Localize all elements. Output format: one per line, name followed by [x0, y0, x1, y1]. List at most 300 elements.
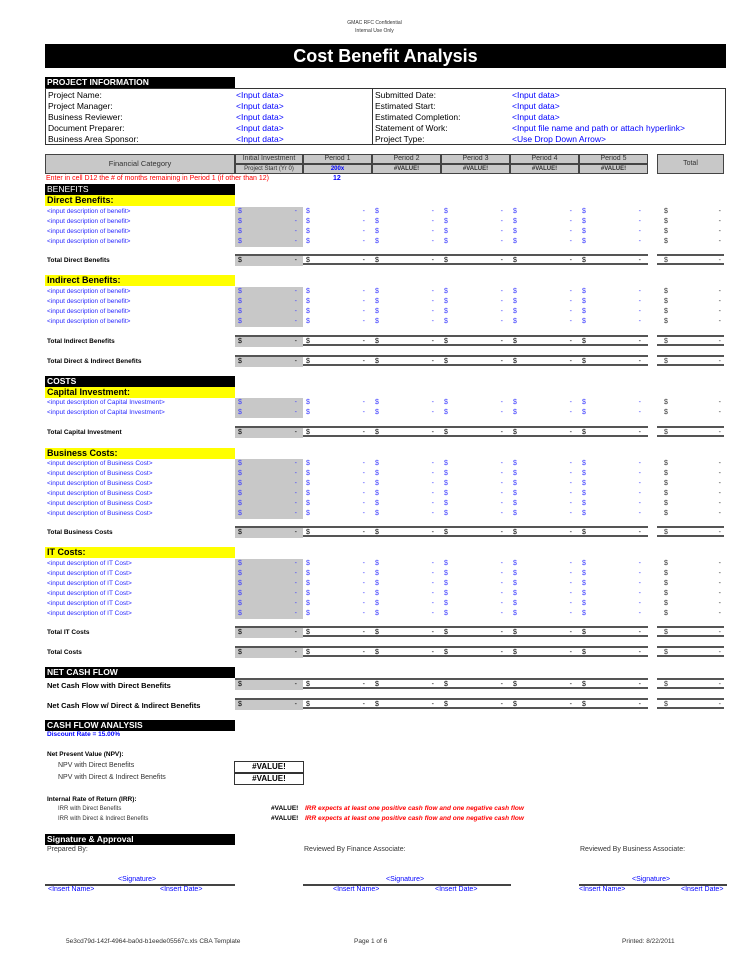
amount-value: - [294, 490, 297, 497]
project-manager-field[interactable]: <Input data> [236, 101, 284, 111]
amount-cell[interactable] [235, 609, 303, 619]
amount-cell[interactable] [372, 297, 440, 307]
amount-cell[interactable] [510, 287, 578, 297]
irr-direct-label: IRR with Direct Benefits [58, 806, 122, 812]
amount-cell[interactable] [235, 307, 303, 317]
amount-value: - [638, 629, 641, 636]
amount-cell[interactable] [510, 398, 578, 408]
amount-cell [510, 680, 578, 690]
amount-value: - [431, 257, 434, 264]
amount-cell[interactable] [235, 287, 303, 297]
amount-cell[interactable] [579, 227, 647, 237]
amount-value: - [569, 649, 572, 656]
insert-name-1[interactable]: <Insert Name> [48, 886, 95, 893]
amount-cell[interactable] [235, 237, 303, 247]
line-item-description[interactable]: <input description of IT Cost> [47, 610, 132, 617]
amount-cell[interactable] [579, 408, 647, 418]
amount-cell[interactable] [372, 237, 440, 247]
amount-cell[interactable] [303, 317, 371, 327]
amount-cell[interactable] [235, 317, 303, 327]
amount-value: - [500, 629, 503, 636]
amount-cell[interactable] [235, 469, 303, 479]
amount-cell[interactable] [579, 237, 647, 247]
currency-symbol: $ [513, 399, 517, 406]
line-item-description[interactable]: <input description of IT Cost> [47, 590, 132, 597]
amount-value: - [500, 399, 503, 406]
currency-symbol: $ [582, 590, 586, 597]
amount-cell[interactable] [579, 609, 647, 619]
currency-symbol: $ [444, 399, 448, 406]
estimated-start-field[interactable]: <Input data> [512, 101, 560, 111]
amount-cell[interactable] [303, 589, 371, 599]
amount-value: - [638, 308, 641, 315]
currency-symbol: $ [664, 338, 668, 345]
currency-symbol: $ [513, 318, 517, 325]
line-item-description[interactable]: <input description of IT Cost> [47, 580, 132, 587]
amount-cell[interactable] [441, 307, 509, 317]
amount-cell[interactable] [510, 489, 578, 499]
amount-cell [579, 648, 647, 658]
amount-cell[interactable] [441, 569, 509, 579]
currency-symbol: $ [375, 701, 379, 708]
amount-cell[interactable] [235, 297, 303, 307]
line-item-description[interactable]: <input description of benefit> [47, 288, 131, 295]
currency-symbol: $ [238, 338, 242, 345]
amount-cell[interactable] [235, 489, 303, 499]
currency-symbol: $ [375, 298, 379, 305]
amount-cell[interactable] [579, 217, 647, 227]
amount-cell[interactable] [372, 579, 440, 589]
col-initial-investment: Initial Investment [235, 154, 303, 164]
amount-cell[interactable] [303, 227, 371, 237]
discount-rate[interactable]: Discount Rate = 15.00% [47, 731, 121, 738]
amount-cell[interactable] [579, 287, 647, 297]
col-total: Total [657, 154, 724, 174]
currency-symbol: $ [664, 510, 668, 517]
amount-cell[interactable] [510, 408, 578, 418]
amount-cell[interactable] [372, 589, 440, 599]
amount-cell[interactable] [579, 569, 647, 579]
line-item-description[interactable]: <input description of IT Cost> [47, 600, 132, 607]
currency-symbol: $ [582, 399, 586, 406]
amount-cell[interactable] [303, 569, 371, 579]
currency-symbol: $ [582, 460, 586, 467]
business-reviewer-field[interactable]: <Input data> [236, 112, 284, 122]
amount-value: - [569, 429, 572, 436]
amount-cell [235, 357, 303, 367]
amount-cell[interactable] [303, 307, 371, 317]
line-item-description[interactable]: <input description of benefit> [47, 318, 131, 325]
amount-cell[interactable] [441, 509, 509, 519]
amount-value: - [294, 208, 297, 215]
currency-symbol: $ [664, 318, 668, 325]
amount-cell[interactable] [510, 599, 578, 609]
amount-cell[interactable] [372, 398, 440, 408]
amount-cell[interactable] [510, 207, 578, 217]
amount-value: - [294, 460, 297, 467]
amount-cell[interactable] [510, 307, 578, 317]
amount-cell[interactable] [372, 609, 440, 619]
amount-cell[interactable] [441, 559, 509, 569]
amount-value: - [431, 208, 434, 215]
amount-value: - [718, 681, 721, 688]
amount-cell[interactable] [303, 217, 371, 227]
amount-cell[interactable] [372, 459, 440, 469]
amount-cell[interactable] [372, 569, 440, 579]
total-amount-cell [657, 428, 724, 438]
currency-symbol: $ [513, 529, 517, 536]
line-item-description[interactable]: <input description of benefit> [47, 298, 131, 305]
amount-cell[interactable] [579, 398, 647, 408]
amount-cell[interactable] [303, 398, 371, 408]
amount-cell[interactable] [441, 297, 509, 307]
amount-cell[interactable] [303, 297, 371, 307]
signature-field-2[interactable]: <Signature> [386, 876, 425, 883]
amount-cell[interactable] [441, 599, 509, 609]
estimated-completion-field[interactable]: <Input data> [512, 112, 560, 122]
amount-cell [579, 428, 647, 438]
signature-field-3[interactable]: <Signature> [632, 876, 671, 883]
amount-cell[interactable] [510, 499, 578, 509]
amount-cell[interactable] [510, 579, 578, 589]
currency-symbol: $ [513, 257, 517, 264]
amount-value: - [500, 338, 503, 345]
amount-cell[interactable] [372, 227, 440, 237]
amount-cell[interactable] [441, 609, 509, 619]
amount-cell[interactable] [372, 307, 440, 317]
amount-value: - [431, 288, 434, 295]
amount-value: - [638, 570, 641, 577]
amount-cell[interactable] [441, 398, 509, 408]
amount-value: - [431, 429, 434, 436]
amount-cell[interactable] [510, 609, 578, 619]
line-item-description[interactable]: <input description of benefit> [47, 238, 131, 245]
amount-cell[interactable] [510, 317, 578, 327]
amount-cell[interactable] [579, 207, 647, 217]
amount-cell[interactable] [303, 237, 371, 247]
amount-cell[interactable] [372, 509, 440, 519]
insert-name-3[interactable]: <Insert Name> [579, 886, 626, 893]
currency-symbol: $ [238, 409, 242, 416]
amount-cell[interactable] [441, 469, 509, 479]
amount-cell[interactable] [441, 489, 509, 499]
amount-cell[interactable] [235, 398, 303, 408]
amount-cell[interactable] [303, 469, 371, 479]
amount-value: - [718, 600, 721, 607]
currency-symbol: $ [664, 480, 668, 487]
amount-value: - [362, 570, 365, 577]
pi-label: Business Reviewer: [48, 112, 123, 122]
amount-cell[interactable] [303, 489, 371, 499]
amount-value: - [431, 500, 434, 507]
insert-name-2[interactable]: <Insert Name> [333, 886, 380, 893]
amount-value: - [431, 580, 434, 587]
amount-cell[interactable] [235, 408, 303, 418]
currency-symbol: $ [238, 358, 242, 365]
amount-cell[interactable] [579, 489, 647, 499]
total-amount-cell [657, 609, 724, 619]
amount-value: - [569, 298, 572, 305]
amount-cell[interactable] [441, 589, 509, 599]
amount-cell[interactable] [303, 479, 371, 489]
amount-cell[interactable] [372, 408, 440, 418]
amount-value: - [294, 681, 297, 688]
amount-cell[interactable] [441, 579, 509, 589]
currency-symbol: $ [664, 409, 668, 416]
amount-cell[interactable] [235, 559, 303, 569]
currency-symbol: $ [306, 228, 310, 235]
line-item-description[interactable]: <input description of IT Cost> [47, 570, 132, 577]
pi-label: Estimated Start: [375, 101, 436, 111]
amount-value: - [638, 681, 641, 688]
amount-value: - [362, 318, 365, 325]
amount-cell [303, 357, 371, 367]
amount-cell[interactable] [579, 579, 647, 589]
currency-symbol: $ [582, 480, 586, 487]
line-item-description[interactable]: <input description of Business Cost> [47, 480, 153, 487]
amount-value: - [718, 308, 721, 315]
amount-cell[interactable] [441, 237, 509, 247]
insert-date-2[interactable]: <Insert Date> [435, 886, 478, 893]
amount-cell[interactable] [510, 479, 578, 489]
amount-cell[interactable] [235, 217, 303, 227]
currency-symbol: $ [306, 358, 310, 365]
currency-symbol: $ [306, 590, 310, 597]
amount-cell[interactable] [441, 408, 509, 418]
project-name-field[interactable]: <Input data> [236, 90, 284, 100]
currency-symbol: $ [444, 600, 448, 607]
amount-value: - [718, 288, 721, 295]
amount-value: - [569, 490, 572, 497]
currency-symbol: $ [582, 338, 586, 345]
amount-cell[interactable] [303, 499, 371, 509]
line-item-description[interactable]: <input description of Capital Investment> [47, 409, 165, 416]
amount-value: - [294, 480, 297, 487]
amount-cell [303, 628, 371, 638]
currency-symbol: $ [444, 257, 448, 264]
amount-value: - [569, 288, 572, 295]
currency-symbol: $ [238, 490, 242, 497]
amount-cell[interactable] [372, 599, 440, 609]
amount-value: - [569, 480, 572, 487]
total-amount-cell [657, 700, 724, 710]
amount-cell[interactable] [235, 579, 303, 589]
amount-cell[interactable] [510, 589, 578, 599]
insert-date-3[interactable]: <Insert Date> [681, 886, 724, 893]
currency-symbol: $ [582, 228, 586, 235]
amount-cell[interactable] [303, 599, 371, 609]
months-input[interactable]: 12 [333, 175, 341, 182]
amount-cell [235, 648, 303, 658]
amount-value: - [500, 590, 503, 597]
currency-symbol: $ [444, 429, 448, 436]
amount-cell[interactable] [372, 217, 440, 227]
amount-cell[interactable] [510, 227, 578, 237]
total-amount-cell [657, 479, 724, 489]
amount-cell[interactable] [235, 479, 303, 489]
line-item-description[interactable]: <input description of Business Cost> [47, 470, 153, 477]
amount-cell[interactable] [510, 469, 578, 479]
amount-cell[interactable] [372, 499, 440, 509]
amount-cell[interactable] [235, 499, 303, 509]
insert-date-1[interactable]: <Insert Date> [160, 886, 203, 893]
amount-cell[interactable] [441, 207, 509, 217]
amount-value: - [569, 460, 572, 467]
amount-value: - [500, 600, 503, 607]
amount-cell[interactable] [579, 499, 647, 509]
amount-value: - [718, 257, 721, 264]
amount-cell[interactable] [579, 469, 647, 479]
pi-label: Document Preparer: [48, 123, 125, 133]
amount-cell[interactable] [235, 227, 303, 237]
amount-cell[interactable] [579, 589, 647, 599]
amount-value: - [569, 570, 572, 577]
amount-value: - [294, 529, 297, 536]
amount-value: - [500, 218, 503, 225]
currency-symbol: $ [444, 560, 448, 567]
currency-symbol: $ [444, 510, 448, 517]
amount-value: - [362, 600, 365, 607]
amount-value: - [294, 701, 297, 708]
amount-cell [235, 680, 303, 690]
amount-cell[interactable] [303, 579, 371, 589]
amount-value: - [362, 560, 365, 567]
amount-cell[interactable] [372, 559, 440, 569]
line-item-description[interactable]: <input description of benefit> [47, 208, 131, 215]
amount-value: - [294, 580, 297, 587]
amount-value: - [638, 238, 641, 245]
amount-value: - [638, 560, 641, 567]
net-cash-flow-header: NET CASH FLOW [45, 667, 235, 678]
amount-value: - [638, 529, 641, 536]
line-item-description[interactable]: <input description of Capital Investment> [47, 399, 165, 406]
currency-symbol: $ [664, 298, 668, 305]
amount-cell[interactable] [372, 287, 440, 297]
statement-of-work-field[interactable]: <Input file name and path or attach hyperlink> [512, 123, 685, 133]
line-item-description[interactable]: <input description of Business Cost> [47, 510, 153, 517]
amount-cell[interactable] [235, 589, 303, 599]
currency-symbol: $ [375, 429, 379, 436]
amount-cell[interactable] [510, 569, 578, 579]
amount-cell[interactable] [441, 227, 509, 237]
amount-cell[interactable] [579, 297, 647, 307]
amount-cell[interactable] [510, 237, 578, 247]
amount-cell[interactable] [303, 609, 371, 619]
currency-symbol: $ [513, 681, 517, 688]
irr-all-label: IRR with Direct & Indirect Benefits [58, 816, 149, 822]
amount-cell[interactable] [303, 408, 371, 418]
currency-symbol: $ [306, 649, 310, 656]
period-1-year[interactable]: 200x [303, 164, 372, 174]
amount-cell[interactable] [441, 499, 509, 509]
line-item-description[interactable]: <input description of Business Cost> [47, 460, 153, 467]
currency-symbol: $ [664, 701, 668, 708]
currency-symbol: $ [513, 480, 517, 487]
amount-cell[interactable] [579, 599, 647, 609]
amount-cell[interactable] [235, 509, 303, 519]
amount-cell[interactable] [235, 599, 303, 609]
amount-value: - [500, 318, 503, 325]
amount-cell[interactable] [441, 217, 509, 227]
amount-value: - [500, 529, 503, 536]
amount-value: - [294, 409, 297, 416]
amount-cell[interactable] [510, 217, 578, 227]
business-area-sponsor-field[interactable]: <Input data> [236, 134, 284, 144]
benefits-header: BENEFITS [45, 184, 235, 195]
amount-cell[interactable] [579, 307, 647, 317]
currency-symbol: $ [306, 208, 310, 215]
amount-value: - [294, 218, 297, 225]
amount-cell[interactable] [372, 479, 440, 489]
amount-cell[interactable] [235, 459, 303, 469]
signature-field-1[interactable]: <Signature> [118, 876, 157, 883]
amount-cell[interactable] [510, 559, 578, 569]
amount-cell[interactable] [579, 509, 647, 519]
amount-cell[interactable] [372, 489, 440, 499]
amount-cell[interactable] [441, 287, 509, 297]
amount-cell[interactable] [510, 459, 578, 469]
pi-label: Business Area Sponsor: [48, 134, 139, 144]
line-item-description[interactable]: <input description of benefit> [47, 308, 131, 315]
amount-cell[interactable] [579, 459, 647, 469]
line-item-description[interactable]: <input description of Business Cost> [47, 500, 153, 507]
amount-value: - [718, 560, 721, 567]
amount-cell[interactable] [235, 569, 303, 579]
amount-cell[interactable] [372, 469, 440, 479]
amount-value: - [431, 490, 434, 497]
amount-cell [441, 528, 509, 538]
amount-value: - [718, 529, 721, 536]
line-item-description[interactable]: <input description of benefit> [47, 218, 131, 225]
amount-cell[interactable] [510, 297, 578, 307]
amount-cell[interactable] [303, 559, 371, 569]
amount-cell[interactable] [579, 317, 647, 327]
amount-cell[interactable] [303, 207, 371, 217]
amount-cell[interactable] [510, 509, 578, 519]
amount-cell[interactable] [303, 287, 371, 297]
submitted-date-field[interactable]: <Input data> [512, 90, 560, 100]
line-item-description[interactable]: <input description of Business Cost> [47, 490, 153, 497]
currency-symbol: $ [664, 500, 668, 507]
amount-value: - [362, 681, 365, 688]
amount-cell[interactable] [441, 317, 509, 327]
amount-value: - [362, 298, 365, 305]
prepared-by-label: Prepared By: [47, 846, 88, 853]
line-item-description[interactable]: <input description of benefit> [47, 228, 131, 235]
currency-symbol: $ [238, 257, 242, 264]
amount-cell[interactable] [303, 459, 371, 469]
amount-value: - [569, 610, 572, 617]
amount-cell[interactable] [372, 317, 440, 327]
amount-cell[interactable] [441, 479, 509, 489]
amount-cell[interactable] [441, 459, 509, 469]
document-preparer-field[interactable]: <Input data> [236, 123, 284, 133]
amount-cell[interactable] [372, 207, 440, 217]
total-amount-cell [657, 317, 724, 327]
project-type-dropdown[interactable]: <Use Drop Down Arrow> [512, 134, 607, 144]
currency-symbol: $ [238, 238, 242, 245]
amount-cell[interactable] [235, 207, 303, 217]
amount-cell[interactable] [579, 559, 647, 569]
section-header: COSTS [45, 376, 235, 387]
line-item-description[interactable]: <input description of IT Cost> [47, 560, 132, 567]
amount-value: - [362, 358, 365, 365]
currency-symbol: $ [238, 570, 242, 577]
amount-value: - [500, 610, 503, 617]
amount-cell[interactable] [579, 479, 647, 489]
amount-cell[interactable] [303, 509, 371, 519]
amount-value: - [500, 480, 503, 487]
